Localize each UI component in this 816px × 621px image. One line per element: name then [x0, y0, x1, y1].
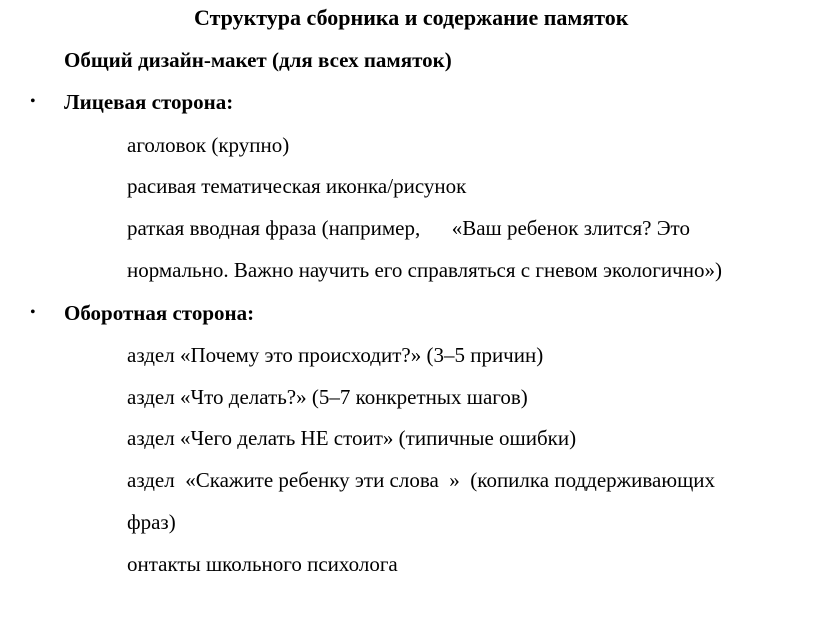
layout-subtitle: Общий дизайн-макет (для всех памяток) — [64, 48, 452, 72]
section-heading-back: Оборотная сторона: — [64, 301, 255, 325]
page-title: Структура сборника и содержание памяток — [194, 5, 629, 30]
list-item: раткая вводная фраза (например, «Ваш ребенок злится? Это — [127, 216, 690, 240]
list-item: фраз) — [127, 510, 176, 534]
list-item: расивая тематическая иконка/рисунок — [127, 174, 467, 198]
list-item: аздел «Что делать?» (5–7 конкретных шагов) — [127, 385, 528, 409]
list-item: нормально. Важно научить его справляться с гневом экологично») — [127, 258, 722, 282]
bullet-back: • — [30, 304, 36, 321]
bullet-front: • — [30, 93, 36, 110]
list-item: аголовок (крупно) — [127, 133, 290, 157]
list-item: аздел «Почему это происходит?» (3–5 причин) — [127, 343, 544, 367]
list-item: онтакты школьного психолога — [127, 552, 398, 576]
list-item: аздел «Чего делать НЕ стоит» (типичные ошибки) — [127, 426, 577, 450]
section-heading-front: Лицевая сторона: — [64, 90, 234, 114]
list-item: аздел «Скажите ребенку эти слова » (копилка поддерживающих — [127, 468, 715, 492]
